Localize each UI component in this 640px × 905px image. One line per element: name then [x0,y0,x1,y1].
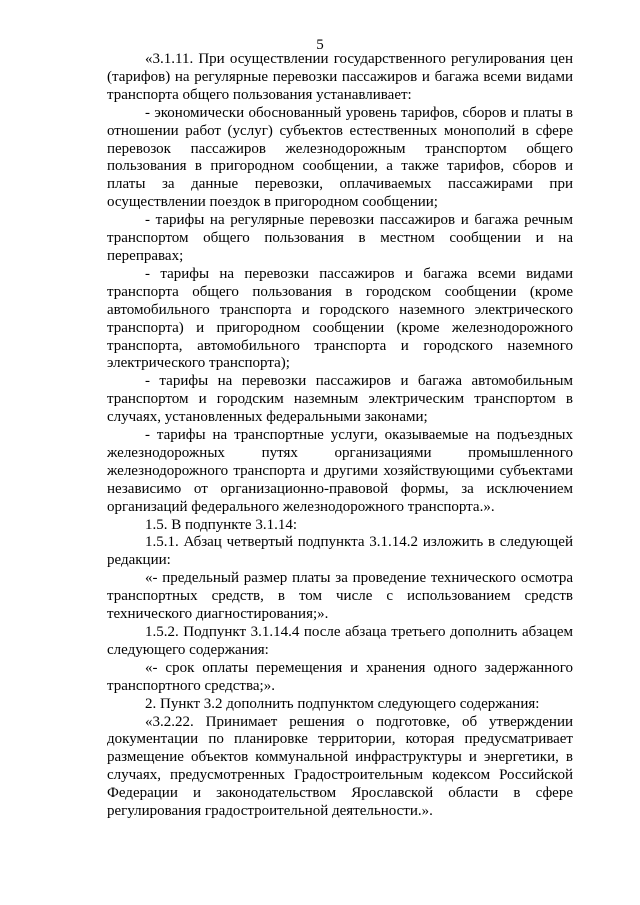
paragraph-inspection-fee: «- предельный размер платы за проведение технического осмотра транспортных средств, в том числе с использованием средств технического диагностирования;». [107,570,573,623]
paragraph-3-2-22: «3.2.22. Принимает решения о подготовке, об утверждении документации по планировке территории, которая предусматривает размещение объектов коммунальной инфраструктуры и энергетики, в случаях, предусмотренных Градостроительным кодексом Российской Федерации и законодательством Ярославской области в сфере регулирования градостроительной деятельности.». [107,713,573,820]
paragraph-1-5-2: 1.5.2. Подпункт 3.1.14.4 после абзаца третьего дополнить абзацем следующего содержания: [107,624,573,658]
paragraph-storage-term: «- срок оплаты перемещения и хранения одного задержанного транспортного средства;». [107,659,573,694]
document-body [107,51,573,821]
paragraph-tariff-suburban-rail: - экономически обоснованный уровень тарифов, сборов и платы в отношении работ (услуг) субъектов естественных монополий в сфере перевозок пассажиров железнодорожным транспортом общего пользования в пригородном сообщении, а также тарифов, сборов и платы за данные перевозки, оплачиваемых пассажирами при осуществлении поездок в пригородном сообщении; [107,104,573,211]
paragraph-tariff-auto-electric: - тарифы на перевозки пассажиров и багажа автомобильным транспортом и городским наземным электрическим транспортом в случаях, установленных федеральными законами; [107,373,573,426]
paragraph-3-1-11-intro: «3.1.11. При осуществлении государственного регулирования цен (тарифов) на регулярные перевозки пассажиров и багажа всеми видами транспорта общего пользования устанавливает: [107,51,573,103]
paragraph-tariff-all-transport: - тарифы на перевозки пассажиров и багажа всеми видами транспорта общего пользования в городском сообщении (кроме автомобильного транспорта и городского наземного электрического транспорта) и пригородном сообщении (кроме железнодорожного транспорта, автомобильного транспорта и городского наземного электрического транспорта); [107,265,573,372]
paragraph-1-5: 1.5. В подпункте 3.1.14: [145,516,298,533]
page-number: 5 [316,37,324,53]
paragraph-tariff-river-transport: - тарифы на регулярные перевозки пассажиров и багажа речным транспортом общего пользования в местном сообщении и на переправах; [107,212,573,264]
paragraph-tariff-access-railways: - тарифы на транспортные услуги, оказываемые на подъездных железнодорожных путях организациями промышленного железнодорожного транспорта и другими хозяйствующими субъектами независимо от организационно-правовой формы, за исключением организаций федерального железнодорожного транспорта.». [107,427,573,515]
paragraph-1-5-1: 1.5.1. Абзац четвертый подпункта 3.1.14.2 изложить в следующей редакции: [107,534,573,569]
paragraph-2: 2. Пункт 3.2 дополнить подпунктом следующего содержания: [145,695,540,712]
